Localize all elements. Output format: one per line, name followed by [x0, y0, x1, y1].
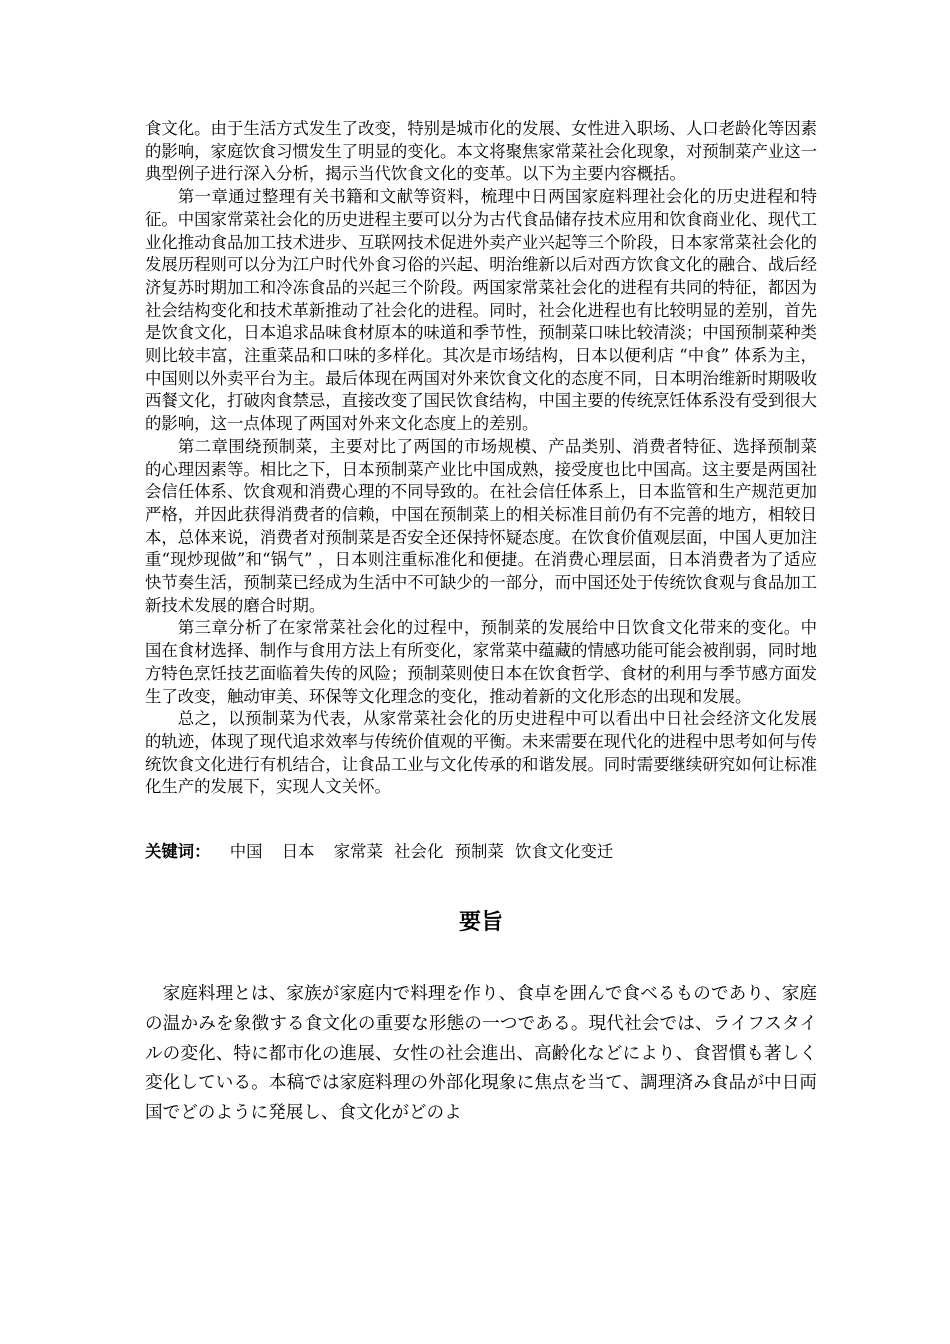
abstract-paragraph-conclusion: 总之，以预制菜为代表，从家常菜社会化的历史进程中可以看出中日社会经济文化发展的轨迹，体现了现代追求效率与传统价值观的平衡。未来需要在现代化的进程中思考如何与传统饮食文化进行有机结合，让食品工业与文化传承的和谐发展。同时需要继续研究如何让标准化生产的发展下，实现人文关怀。	[145, 709, 818, 797]
summary-paragraph: 家庭料理とは、家族が家庭内で料理を作り、食卓を囲んで食べるものであり、家庭の温かみを象徴する食文化の重要な形態の一つである。現代社会では、ライフスタイルの変化、特に都市化の進展、女性の社会進出、高齢化などにより、食習慣も著しく変化している。本稿では家庭料理の外部化現象に焦点を当て、調理済み食品が中日両国でどのように発展し、食文化がどのよ	[145, 984, 817, 1123]
abstract-paragraph-intro: 食文化。由于生活方式发生了改变，特别是城市化的发展、女性进入职场、人口老龄化等因素的影响，家庭饮食习惯发生了明显的变化。本文将聚焦家常菜社会化现象，对预制菜产业这一典型例子进行深入分析，揭示当代饮食文化的变革。以下为主要内容概括。	[145, 119, 818, 184]
keyword-item: 社会化	[394, 842, 444, 862]
abstract-paragraph-chapter-3: 第三章分析了在家常菜社会化的过程中，预制菜的发展给中日饮食文化带来的变化。中国在食材选择、制作与食用方法上有所变化，家常菜中蕴藏的情感功能可能会被削弱，同时地方特色烹饪技艺面临着失传的风险；预制菜则使日本在饮食哲学、食材的利用与季节感方面发生了改变，触动审美、环保等文化理念的变化，推动着新的文化形态的出现和发展。	[145, 618, 818, 706]
keyword-item: 日本	[281, 842, 315, 862]
summary-heading: 要旨	[458, 910, 503, 936]
keywords-line	[145, 841, 817, 863]
keyword-item: 预制菜	[454, 842, 504, 862]
keywords-label: 关键词：	[145, 842, 211, 862]
keyword-item: 家常菜	[333, 842, 383, 862]
document-page	[145, 118, 817, 1146]
keyword-item: 饮食文化变迁	[514, 842, 614, 862]
chinese-abstract	[145, 118, 817, 799]
abstract-paragraph-chapter-1: 第一章通过整理有关书籍和文献等资料，梳理中日两国家庭料理社会化的历史进程和特征。中国家常菜社会化的历史进程主要可以分为古代食品储存技术应用和饮食商业化、现代工业化推动食品加工技术进步、互联网技术促进外卖产业兴起等三个阶段，日本家常菜社会化的发展历程则可以分为江户时代外食习俗的兴起、明治维新以后对西方饮食文化的融合、战后经济复苏时期加工和冷冻食品的兴起三个阶段。两国家常菜社会化的进程有共同的特征，都因为社会结构变化和技术革新推动了社会化的进程。同时，社会化进程也有比较明显的差别，首先是饮食文化，日本追求品味食材原本的味道和季节性，预制菜口味比较清淡；中国预制菜种类则比较丰富，注重菜品和口味的多样化。其次是市场结构，日本以便利店 “中食” 体系为主，中国则以外卖平台为主。最后体现在两国对外来饮食文化的态度不同，日本明治维新时期吸收西餐文化，打破肉食禁忌，直接改变了国民饮食结构，中国主要的传统烹饪体系没有受到很大的影响，这一点体现了两国对外来文化态度上的差别。	[145, 187, 818, 434]
abstract-paragraph-chapter-2: 第二章围绕预制菜，主要对比了两国的市场规模、产品类别、消费者特征、选择预制菜的心理因素等。相比之下，日本预制菜产业比中国成熟，接受度也比中国高。这主要是两国社会信任体系、饮食观和消费心理的不同导致的。在社会信任体系上，日本监管和生产规范更加严格，并因此获得消费者的信赖，中国在预制菜上的相关标准目前仍有不完善的地方，相较日本，总体来说，消费者对预制菜是否安全还保持怀疑态度。在饮食价值观层面，中国人更加注重“现炒现做”和“锅气” ，日本则注重标准化和便捷。在消费心理层面，日本消费者为了适应快节奏生活，预制菜已经成为生活中不可缺少的一部分，而中国还处于传统饮食观与食品加工新技术发展的磨合时期。	[145, 436, 818, 615]
keyword-item: 中国	[229, 842, 263, 862]
